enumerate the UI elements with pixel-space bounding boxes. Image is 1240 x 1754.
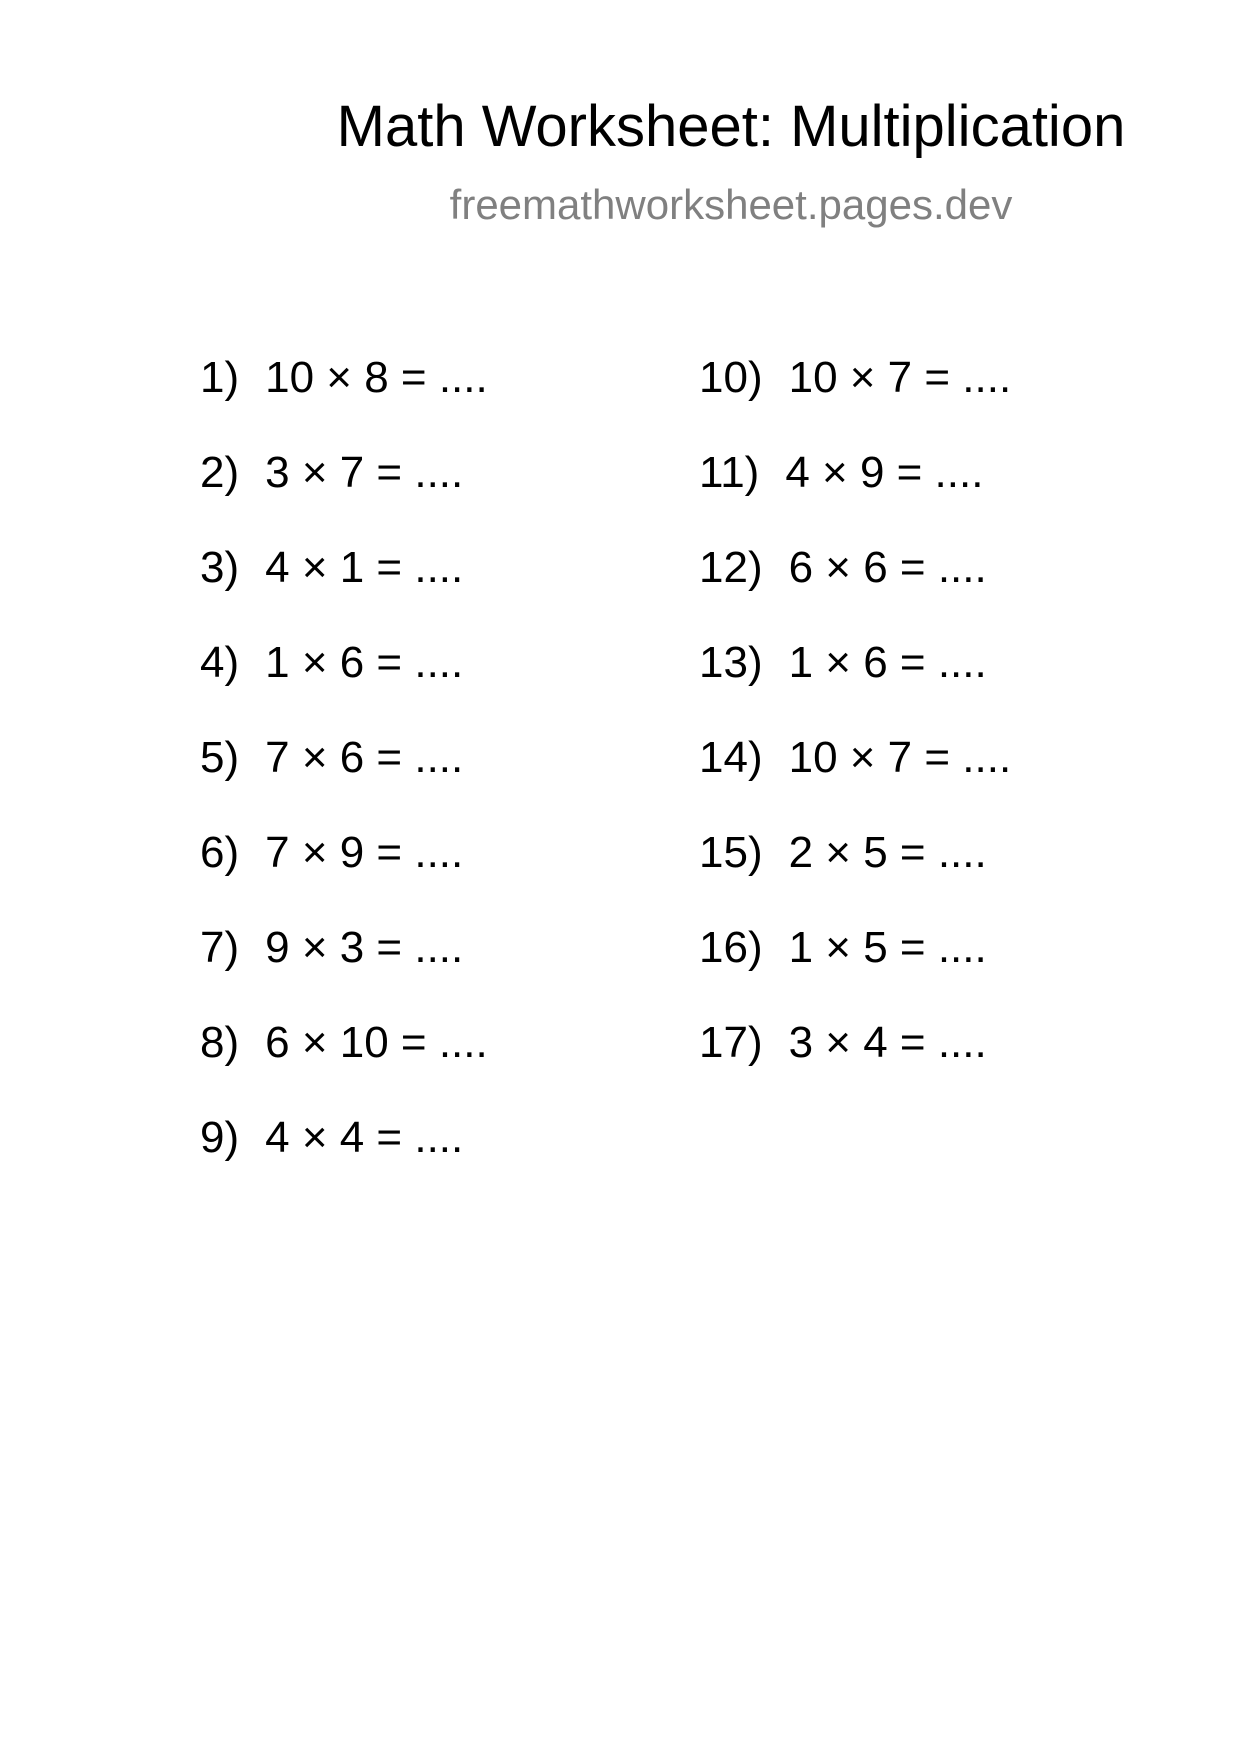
worksheet-title: Math Worksheet: Multiplication <box>336 94 1126 159</box>
problem-14 <box>699 728 1011 823</box>
problem-number: 13) <box>699 638 763 687</box>
problem-17 <box>699 1013 1011 1108</box>
problem-expression: 4 × 4 = .... <box>265 1113 464 1162</box>
problems-right-column <box>699 348 1011 1108</box>
worksheet-website: freemathworksheet.pages.dev <box>449 181 1013 228</box>
problem-expression: 9 × 3 = .... <box>265 923 464 972</box>
problem-9 <box>200 1108 488 1203</box>
problem-8 <box>200 1013 488 1108</box>
problem-2 <box>200 443 488 538</box>
problem-number: 12) <box>699 543 763 592</box>
problem-number: 16) <box>699 923 763 972</box>
problem-11 <box>699 443 1011 538</box>
problem-expression: 2 × 5 = .... <box>788 828 987 877</box>
problem-expression: 6 × 10 = .... <box>265 1018 488 1067</box>
problem-expression: 7 × 9 = .... <box>265 828 464 877</box>
problem-number: 17) <box>699 1018 763 1067</box>
problem-15 <box>699 823 1011 918</box>
problem-expression: 1 × 6 = .... <box>788 638 987 687</box>
problem-expression: 3 × 4 = .... <box>788 1018 987 1067</box>
problem-expression: 10 × 7 = .... <box>788 353 1012 402</box>
problem-expression: 1 × 5 = .... <box>788 923 987 972</box>
problem-expression: 4 × 9 = .... <box>785 448 984 497</box>
problem-expression: 10 × 8 = .... <box>265 353 488 402</box>
problem-number: 2) <box>200 448 240 497</box>
problem-number: 5) <box>200 733 240 782</box>
problem-number: 3) <box>200 543 240 592</box>
problem-number: 9) <box>200 1113 240 1162</box>
problem-1 <box>200 348 488 443</box>
problem-number: 4) <box>200 638 240 687</box>
problem-number: 15) <box>699 828 763 877</box>
problem-10 <box>699 348 1011 443</box>
problem-6 <box>200 823 488 918</box>
problem-number: 10) <box>699 353 763 402</box>
problem-number: 14) <box>699 733 763 782</box>
problem-number: 6) <box>200 828 240 877</box>
problem-number: 7) <box>200 923 240 972</box>
problem-number: 8) <box>200 1018 240 1067</box>
problem-5 <box>200 728 488 823</box>
problem-16 <box>699 918 1011 1013</box>
problem-expression: 7 × 6 = .... <box>265 733 464 782</box>
problem-expression: 10 × 7 = .... <box>788 733 1012 782</box>
problem-13 <box>699 633 1011 728</box>
problem-7 <box>200 918 488 1013</box>
problem-expression: 4 × 1 = .... <box>265 543 464 592</box>
problem-number: 11) <box>699 448 760 497</box>
problem-number: 1) <box>200 353 240 402</box>
problem-expression: 6 × 6 = .... <box>788 543 987 592</box>
problems-left-column <box>200 348 488 1203</box>
problem-12 <box>699 538 1011 633</box>
problem-4 <box>200 633 488 728</box>
problem-expression: 1 × 6 = .... <box>265 638 464 687</box>
problem-expression: 3 × 7 = .... <box>265 448 464 497</box>
problem-3 <box>200 538 488 633</box>
